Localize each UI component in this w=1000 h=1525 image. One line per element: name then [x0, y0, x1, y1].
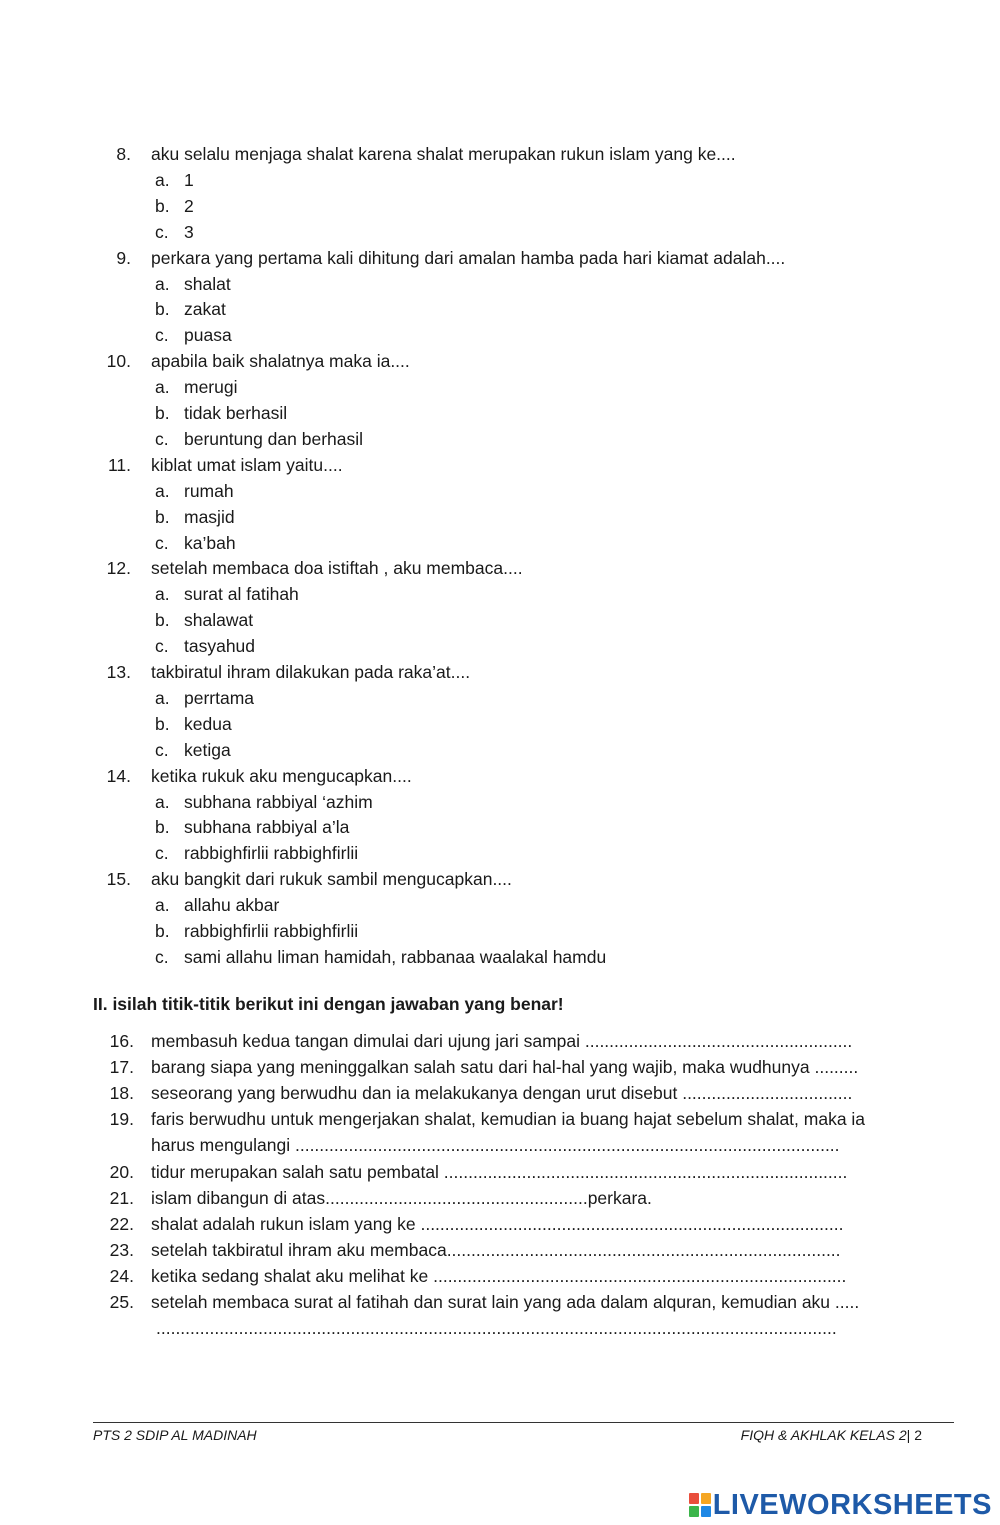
answer-blank-line[interactable]: harus mengulangi ................................................................................................................ [151, 1135, 840, 1156]
option-letter: a. [155, 377, 170, 398]
question-text: ketika rukuk aku mengucapkan.... [151, 765, 412, 786]
option-letter: b. [155, 506, 170, 527]
item-text: setelah takbiratul ihram aku membaca................................................................................. [151, 1239, 841, 1260]
item-number: 16. [109, 1031, 134, 1051]
option-text: surat al fatihah [184, 584, 299, 605]
logo-tile [701, 1506, 711, 1517]
footer-separator: | [906, 1427, 911, 1443]
option-text: allahu akbar [184, 895, 280, 916]
item-text: shalat adalah rukun islam yang ke ....................................................................................... [151, 1213, 844, 1234]
item-number: 19. [109, 1109, 134, 1130]
footer-divider [93, 1422, 954, 1423]
option-letter: a. [155, 584, 170, 605]
option-text: merugi [184, 377, 238, 398]
item-number: 18. [109, 1083, 134, 1104]
item-text: tidur merupakan salah satu pembatal ................................................................................... [151, 1161, 848, 1182]
item-text: ketika sedang shalat aku melihat ke ..................................................................................... [151, 1265, 847, 1286]
option-letter: b. [155, 195, 170, 216]
question-number: 8. [116, 144, 131, 164]
question-text: kiblat umat islam yaitu.... [151, 454, 343, 475]
question-number: 13. [106, 662, 131, 682]
item-text: seseorang yang berwudhu dan ia melakukanya dengan urut disebut ................................... [151, 1083, 853, 1104]
option-text: zakat [184, 299, 226, 320]
option-text: puasa [184, 325, 232, 346]
option-text: rabbighfirlii rabbighfirlii [184, 843, 359, 864]
question-text: apabila baik shalatnya maka ia.... [151, 351, 410, 372]
item-text: barang siapa yang meninggalkan salah satu dari hal-hal yang wajib, maka wudhunya ......... [151, 1057, 859, 1078]
option-text: masjid [184, 506, 235, 527]
question-number: 14. [106, 765, 131, 786]
item-number: 23. [109, 1239, 134, 1260]
footer-subject-label: FIQH & AKHLAK KELAS 2 [740, 1427, 907, 1443]
question-number: 10. [106, 351, 131, 372]
liveworksheets-logo [689, 1488, 992, 1522]
option-letter: b. [155, 610, 170, 631]
question-number: 12. [106, 558, 131, 579]
item-text: membasuh kedua tangan dimulai dari ujung jari sampai ....................................................... [151, 1031, 853, 1051]
logo-icon [689, 1493, 711, 1517]
option-text: shalat [184, 273, 231, 294]
option-text: perrtama [184, 687, 255, 708]
question-text: setelah membaca doa istiftah , aku membaca.... [151, 558, 523, 579]
option-letter: a. [155, 895, 170, 916]
logo-tile [689, 1506, 699, 1517]
item-text: setelah membaca surat al fatihah dan surat lain yang ada dalam alquran, kemudian aku ..... [151, 1292, 860, 1312]
option-letter: b. [155, 921, 170, 941]
option-text: shalawat [184, 610, 254, 631]
option-text: kedua [184, 713, 232, 734]
section-2-title: II. isilah titik-titik berikut ini dengan jawaban yang benar! [93, 994, 564, 1014]
option-text: 3 [184, 221, 194, 242]
option-letter: c. [155, 739, 169, 760]
option-text: subhana rabbiyal a’la [184, 817, 350, 838]
page-number: 2 [914, 1427, 922, 1443]
item-number: 21. [109, 1187, 134, 1208]
question-number: 9. [116, 247, 131, 268]
option-letter: b. [155, 817, 170, 838]
option-text: tidak berhasil [184, 403, 288, 423]
question-text: takbiratul ihram dilakukan pada raka’at.... [151, 662, 471, 682]
option-letter: c. [155, 843, 169, 864]
question-number: 15. [106, 869, 131, 890]
question-text: aku selalu menjaga shalat karena shalat merupakan rukun islam yang ke.... [151, 144, 736, 164]
question-text: aku bangkit dari rukuk sambil mengucapkan.... [151, 869, 512, 890]
option-letter: c. [155, 946, 169, 967]
item-number: 25. [109, 1292, 134, 1312]
option-text: ka’bah [184, 532, 236, 553]
option-letter: c. [155, 325, 169, 346]
option-text: rumah [184, 480, 234, 501]
option-text: sami allahu liman hamidah, rabbanaa waalakal hamdu [184, 946, 607, 967]
option-text: 2 [184, 195, 194, 216]
item-number: 20. [109, 1161, 134, 1182]
logo-text: LIVEWORKSHEETS [712, 1488, 992, 1521]
question-number: 11. [107, 454, 131, 475]
option-text: ketiga [184, 739, 231, 760]
item-number: 17. [109, 1057, 134, 1078]
option-letter: a. [155, 480, 170, 501]
option-letter: a. [155, 169, 170, 190]
question-text: perkara yang pertama kali dihitung dari amalan hamba pada hari kiamat adalah.... [151, 247, 786, 268]
option-letter: c. [155, 428, 169, 449]
logo-tile [701, 1493, 711, 1504]
option-text: subhana rabbiyal ‘azhim [184, 791, 373, 812]
option-letter: a. [155, 791, 170, 812]
logo-tile [689, 1493, 699, 1504]
option-text: rabbighfirlii rabbighfirlii [184, 921, 359, 941]
item-text: islam dibangun di atas......................................................perkara. [151, 1187, 652, 1208]
item-number: 24. [109, 1265, 134, 1286]
option-letter: b. [155, 403, 170, 423]
option-letter: b. [155, 299, 170, 320]
option-letter: c. [155, 221, 169, 242]
footer-school: PTS 2 SDIP AL MADINAH [93, 1427, 257, 1443]
option-text: tasyahud [184, 636, 256, 657]
footer-subject [741, 1427, 922, 1443]
option-text: beruntung dan berhasil [184, 428, 364, 449]
option-letter: a. [155, 687, 170, 708]
option-letter: a. [155, 273, 170, 294]
option-text: 1 [184, 169, 194, 190]
option-letter: b. [155, 713, 170, 734]
answer-blank-line[interactable]: ............................................................................................................................................ [156, 1318, 837, 1339]
option-letter: c. [155, 532, 169, 553]
option-letter: c. [155, 636, 169, 657]
item-number: 22. [109, 1213, 134, 1234]
item-text: faris berwudhu untuk mengerjakan shalat, kemudian ia buang hajat sebelum shalat, maka ia [151, 1109, 866, 1130]
